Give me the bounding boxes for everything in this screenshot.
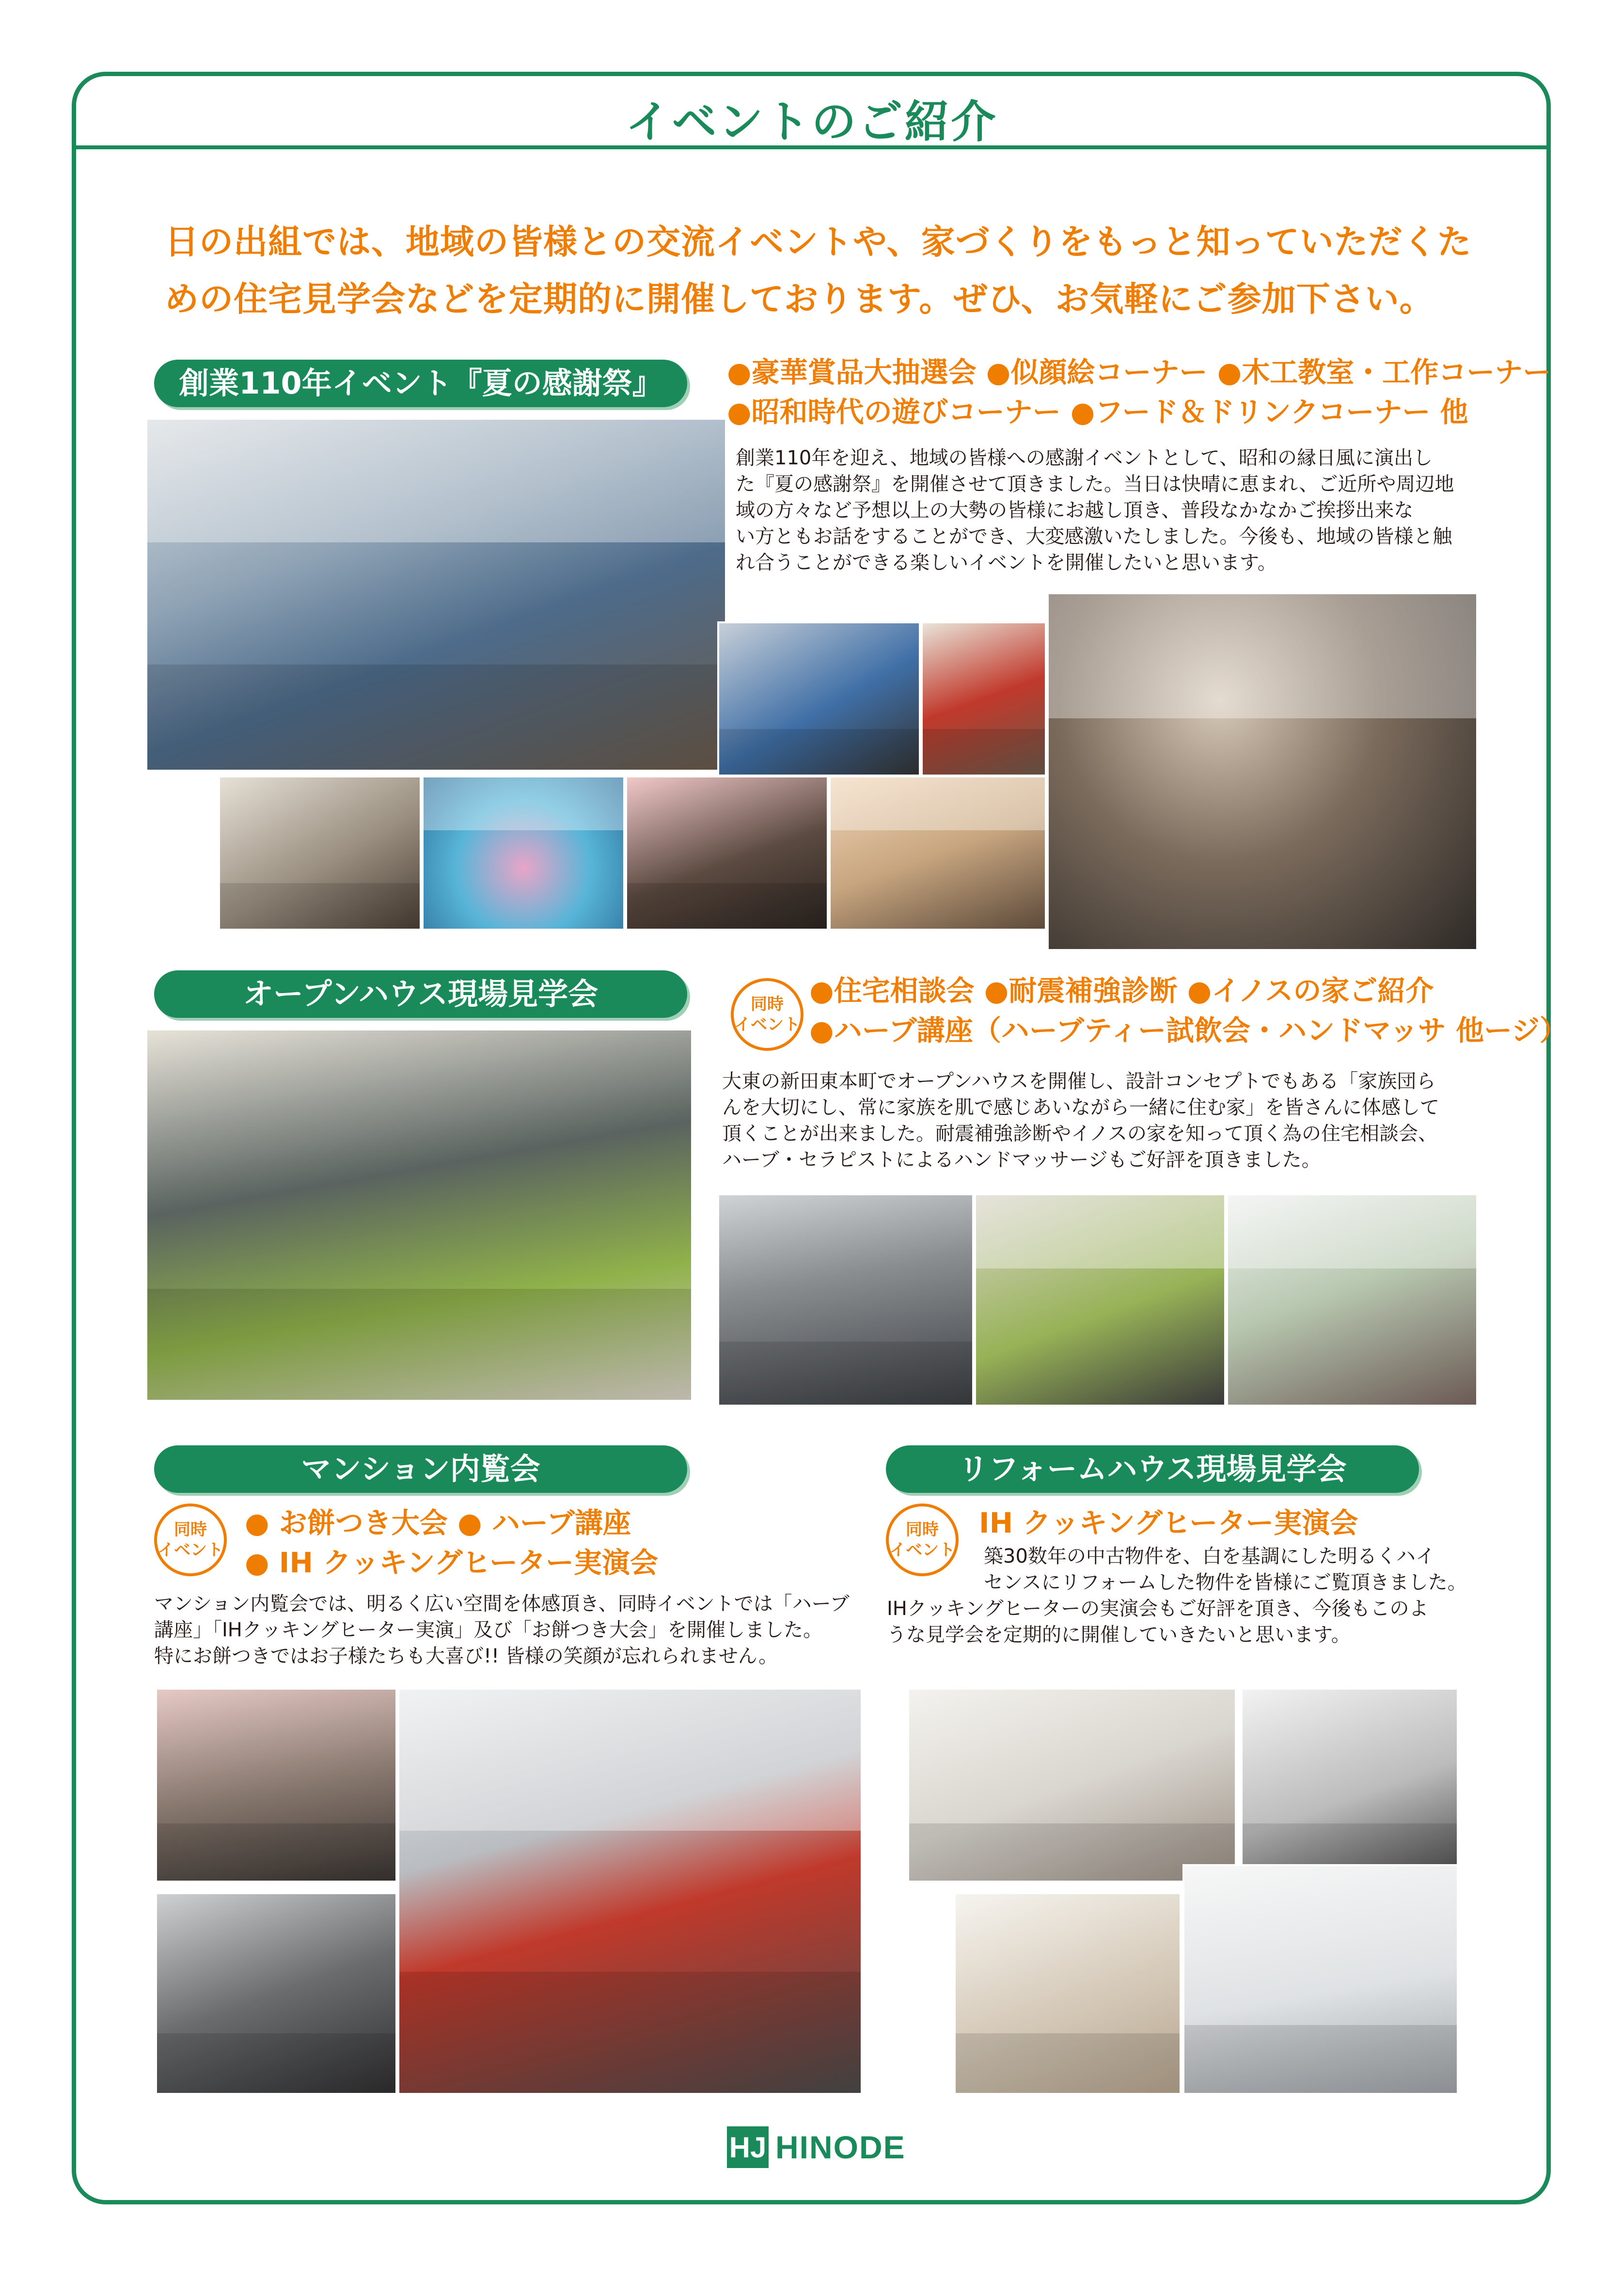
photo-festival-family xyxy=(218,776,422,931)
photo-open-house-herb xyxy=(1226,1193,1478,1407)
photo-festival-portrait xyxy=(829,776,1047,931)
section4-body-line: IHクッキングヒーターの実演会もご好評を頂き、今後もこのよ xyxy=(887,1598,1429,1620)
section1-body-line: れ合うことができる楽しいイベントを開催したいと思います。 xyxy=(736,552,1277,574)
section2-body-line: 大東の新田東本町でオープンハウスを開催し、設計コンセプトでもある「家族団ら xyxy=(722,1070,1436,1093)
photo-festival-crowd xyxy=(1047,592,1478,951)
section1-highlights-2: ●昭和時代の遊びコーナー ●フード＆ドリンクコーナー 他 xyxy=(727,396,1468,428)
section1-body-line: い方ともお話をすることができ、大変感激いたしました。今後も、地域の皆様と触 xyxy=(736,525,1452,548)
photo-reform-room xyxy=(954,1892,1182,2095)
photo-mochi-pounding xyxy=(397,1688,863,2095)
simultaneous-event-badge xyxy=(154,1504,227,1576)
section4-body-line: 築30数年の中古物件を、白を基調にした明るくハイ xyxy=(984,1545,1435,1568)
badge-line: イベント xyxy=(889,1540,955,1560)
photo-festival-stall xyxy=(717,621,921,776)
photo-condo-hallway xyxy=(155,1892,397,2095)
section2-body-line: ハーブ・セラピストによるハンドマッサージもご好評を頂きました。 xyxy=(722,1149,1321,1171)
intro-text xyxy=(165,213,1473,328)
photo-open-house-room xyxy=(145,1029,693,1402)
photo-condo-visitors xyxy=(155,1688,397,1883)
hinode-logo xyxy=(727,2123,906,2171)
section-heading-reform-house: リフォームハウス現場見学会 xyxy=(886,1445,1419,1493)
section-heading-condo-preview: マンション内覧会 xyxy=(154,1445,687,1493)
section4-body-line: うな見学会を定期的に開催していきたいと思います。 xyxy=(887,1624,1351,1646)
page-title: イベントのご紹介 xyxy=(625,96,998,148)
section3-body xyxy=(154,1591,857,1669)
photo-open-house-consult xyxy=(974,1193,1226,1407)
section2-body-line: んを大切にし、常に家族を肌で感じあいながら一緒に住む家」を皆さんに体感して xyxy=(722,1096,1439,1119)
photo-open-house-group xyxy=(717,1193,974,1407)
photo-festival-tent xyxy=(145,418,727,772)
section2-highlights-2: ●ハーブ講座（ハーブティー試飲会・ハンドマッサ 他ージ） xyxy=(809,1014,1568,1047)
intro-line-1: 日の出組では、地域の皆様との交流イベントや、家づくりをもっと知っていただくた xyxy=(165,222,1472,262)
badge-line: 同時 xyxy=(906,1520,939,1539)
section-heading-open-house: オープンハウス現場見学会 xyxy=(154,970,687,1018)
photo-festival-craft xyxy=(625,776,829,931)
section3-body-line: 特にお餅つきではお子様たちも大喜び!! 皆様の笑顔が忘れられません。 xyxy=(154,1645,778,1667)
section-heading-summer-festival: 創業110年イベント『夏の感謝祭』 xyxy=(154,360,687,407)
section2-body xyxy=(722,1068,1497,1173)
section3-highlights-1: ● お餅つき大会 ● ハーブ講座 xyxy=(245,1506,631,1539)
section4-highlights-1: IH クッキングヒーター実演会 xyxy=(979,1506,1358,1539)
photo-festival-stage xyxy=(921,621,1047,776)
section3-body-line: 講座」「IHクッキングヒーター実演」及び「お餅つき大会」を開催しました。 xyxy=(154,1619,823,1641)
simultaneous-event-badge xyxy=(731,978,804,1051)
section2-highlights-1: ●住宅相談会 ●耐震補強診断 ●イノスの家ご紹介 xyxy=(809,974,1434,1007)
section3-highlights-2: ● IH クッキングヒーター実演会 xyxy=(245,1546,659,1579)
section4-body-line: センスにリフォームした物件を皆様にご覧頂きました。 xyxy=(984,1571,1467,1594)
section1-body-line: た『夏の感謝祭』を開催させて頂きました。当日は快晴に恵まれ、ご近所や周辺地 xyxy=(736,473,1454,495)
photo-reform-living-room xyxy=(907,1688,1237,1883)
section4-body xyxy=(887,1543,1493,1648)
hinode-logo-mark: HJ xyxy=(727,2126,769,2168)
photo-reform-kitchen-demo xyxy=(1241,1688,1459,1883)
section1-body-line: 創業110年を迎え、地域の皆様への感謝イベントとして、昭和の縁日風に演出し xyxy=(736,447,1433,469)
photo-festival-ball-pool xyxy=(422,776,625,931)
section1-body xyxy=(736,445,1492,576)
section3-body-line: マンション内覧会では、明るく広い空間を体感頂き、同時イベントでは「ハーブ xyxy=(154,1593,850,1615)
badge-line: 同時 xyxy=(174,1520,207,1539)
photo-reform-kitchen xyxy=(1182,1864,1459,2095)
section1-body-line: 域の方々など予想以上の大勢の皆様にお越し頂き、普段なかなかご挨拶出来な xyxy=(736,499,1414,522)
section2-body-line: 頂くことが出来ました。耐震補強診断やイノスの家を知って頂く為の住宅相談会、 xyxy=(722,1123,1437,1145)
badge-line: イベント xyxy=(158,1540,223,1560)
badge-line: 同時 xyxy=(751,995,784,1014)
hinode-logo-text: HINODE xyxy=(775,2129,906,2165)
intro-line-2: めの住宅見学会などを定期的に開催しております。ぜひ、お気軽にご参加下さい。 xyxy=(165,279,1434,319)
section1-highlights-1: ●豪華賞品大抽選会 ●似顔絵コーナー ●木工教室・工作コーナー xyxy=(727,356,1551,389)
badge-line: イベント xyxy=(734,1015,800,1034)
